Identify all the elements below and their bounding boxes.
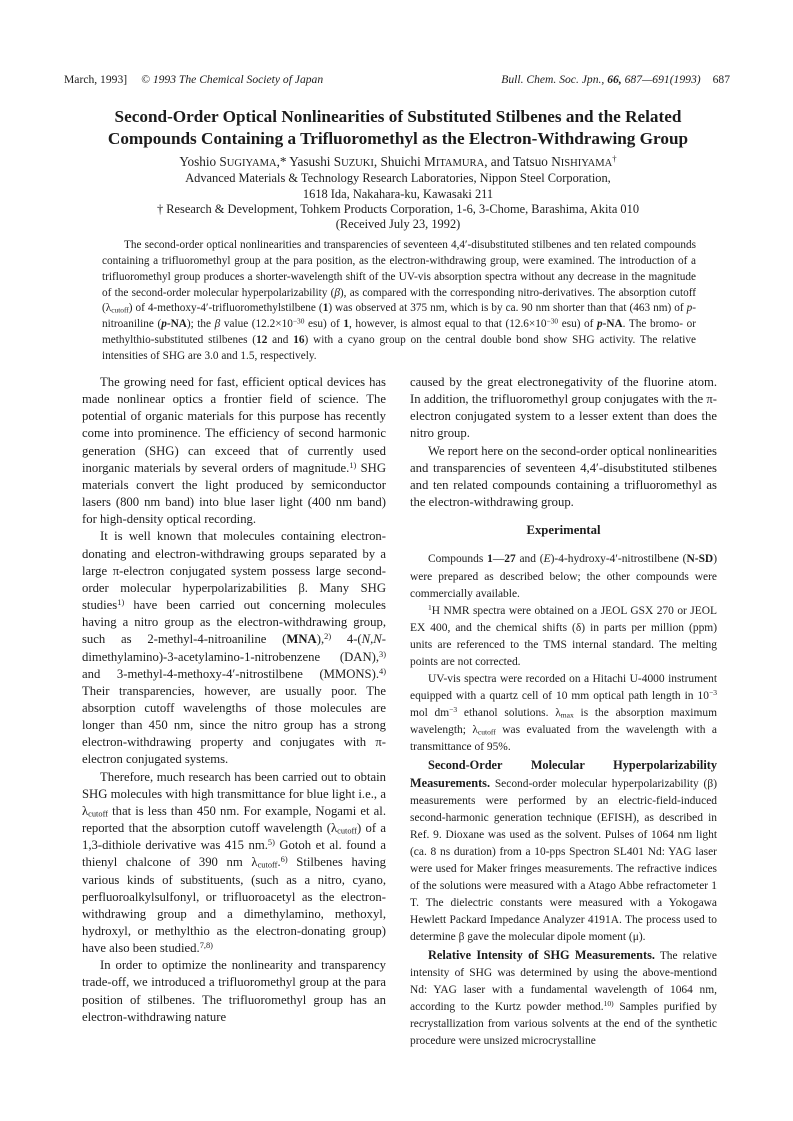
received-date: (Received July 23, 1992) [335, 217, 461, 231]
abstract-symbol: p [597, 318, 603, 331]
body-text: UV-vis spectra were recorded on a Hitachi U-4000 instrument equipped with a quartz cell of 10 mm optical path length in 10 [410, 673, 717, 703]
affiliation-line-1: Advanced Materials & Technology Research Laboratories, Nippon Steel Corporation, [185, 171, 611, 185]
body-text: Their transparencies, however, are usually poor. The absorption cutoff wavelengths of those molecules are longer than 450 nm, since the nitro group has a strong electron-withdrawing property and conjugates with π-electron conjugated systems. [82, 683, 386, 767]
body-column-right [410, 374, 717, 1050]
abstract-symbol: p [161, 318, 167, 331]
body-symbol: E [543, 553, 551, 566]
subscript: cutoff [477, 727, 496, 737]
body-paragraph [410, 671, 717, 756]
citation: 3) [379, 649, 386, 659]
compound-number: 16 [293, 334, 305, 347]
abstract-text: The second-order optical nonlinearities and transparencies of seventeen 4,4′-disubstituted stilbenes and ten related compounds containing a trifluoromethyl group at the para position, as the electron-withdrawing group, were examined. The introduction of a trifluoromethyl group produces a shorter-wavelength shift of the UV-vis absorption spectra without any decrease in the magnitude of the second-order molecular hyperpolarizability ( [102, 239, 696, 299]
body-column-left [82, 374, 386, 1026]
abstract-subscript: cutoff [111, 305, 129, 315]
run-in-heading: Relative Intensity of SHG Measurements. [428, 947, 655, 962]
dagger-mark: † [612, 153, 617, 164]
abstract-text: ) was observed at 375 nm, which is by ca. 90 nm shorter than that (463 nm) of [328, 302, 687, 315]
exponent: −30 [292, 316, 305, 326]
compound-number: 12 [256, 334, 268, 347]
compound-label: N-SD [686, 553, 714, 566]
body-paragraph: We report here on the second-order optical nonlinearities and transparencies of seventeen 4,4′-disubstituted stilbenes and ten related compounds containing a trifluoromethyl as the electron-withdrawing group. [410, 443, 717, 510]
abstract-text: . The bromo- or methylthio-substituted stilbenes ( [102, 318, 697, 347]
body-text: Stilbenes having various kinds of substituents, (such as a nitro, cyano, perfluoroalkylsulfonyl, or trifluoroacetyl as the electron-withdrawing group and a dimethylamino, methoxyl, hydroxyl, or methylthio as the electron-donating group) have also been studied. [82, 855, 386, 956]
author-separator: , and [484, 154, 513, 169]
body-text: -dimethylamino)-3-acetylamino-1-nitrobenzene (DAN), [82, 632, 387, 664]
abstract-symbol: β [214, 318, 221, 331]
author-3-first: Shuichi [380, 154, 425, 169]
abstract-text: ) with a cyano group on the central double bond show SHG activity. The relative intensities of SHG are 3.0 and 1.5, respectively. [102, 334, 696, 362]
author-3-initial: M [424, 154, 436, 169]
running-head-left [64, 73, 323, 87]
abstract-text: value (12.2×10 [220, 318, 293, 331]
body-paragraph [410, 551, 717, 602]
body-paragraph [410, 603, 717, 671]
body-paragraph [82, 528, 386, 768]
body-text: Second-order molecular hyperpolarizability (β) measurements were performed by an electric-field-induced second-harmonic generation technique (EFISH), as described in Ref. 9. Dioxane was used as the solvent. Pulses of 1064 nm light (ca. 8 ns duration) from a 10-pps Spectron SL401 Nd: YAG laser were used for Maker fringes measurements. The refractive indices of the solutions were measured with a Atago Abbe refractometer 1 T. The dielectric constants were measured with a Yokogawa Hewlett Packard Impedance Analyzer 4191A. The process used to determine β gave the molecular dipole moment (μ). [410, 777, 717, 944]
compound-label: MNA [286, 632, 317, 647]
body-text: Compounds [428, 553, 488, 566]
author-4-surname: ISHIYAMA [560, 158, 613, 169]
body-text: ), [316, 632, 325, 647]
exponent: −3 [708, 688, 717, 698]
citation: 5) [267, 838, 275, 848]
body-text: . [277, 855, 281, 870]
section-heading-experimental: Experimental [526, 523, 601, 538]
affiliation-line-2: 1618 Ida, Nakahara-ku, Kawasaki 211 [302, 187, 494, 201]
volume-number: 66, [607, 73, 622, 86]
abstract-text: ), as compared with the corresponding nitro-derivatives. The absorption cutoff (λ [102, 286, 696, 315]
abstract-symbol: p [686, 302, 693, 315]
author-2-first: Yasushi [289, 154, 334, 169]
body-text: ethanol solutions. λ [457, 707, 561, 720]
body-text: — [492, 553, 505, 566]
affiliation-line-3: † Research & Development, Tohkem Products Corporation, 1-6, 3-Chome, Barashima, Akita 010 [156, 202, 640, 216]
journal-name: Bull. Chem. Soc. Jpn., [501, 73, 605, 86]
citation: 6) [280, 855, 288, 865]
citation: 10) [603, 999, 614, 1009]
citation: 1) [117, 597, 125, 607]
compound-label: -NA [166, 318, 187, 331]
citation: 4) [379, 666, 386, 676]
body-text: It is well known that molecules containing electron-donating and electron-withdrawing groups separated by a large π-electron conjugated system possess large second-order molecular hyperpolarizabilities β. Many SHG studies [82, 529, 386, 613]
body-paragraph: caused by the great electronegativity of the fluorine atom. In addition, the trifluoromethyl group conjugates with the π-electron conjugated system to a lesser extent than does the nitro group. [410, 375, 717, 441]
body-text: Samples purified by recrystallization from various solvents at the end of the synthetic procedure were unsized microcrystalline [410, 1000, 717, 1048]
body-paragraph [82, 374, 386, 528]
author-separator: , [373, 154, 381, 169]
body-text: 4-( [331, 632, 362, 647]
author-1-initial: S [219, 154, 227, 169]
citation: 2) [324, 632, 332, 642]
abstract-text: -nitroaniline ( [102, 302, 696, 331]
author-4-initial: N [551, 154, 561, 169]
author-1-surname: UGIYAMA [226, 158, 277, 169]
abstract-text: and [267, 334, 294, 347]
subscript: cutoff [337, 826, 357, 836]
superscript: 1 [428, 602, 432, 612]
author-2-initial: S [333, 154, 342, 169]
exponent: −3 [449, 705, 458, 715]
body-text: mol dm [410, 707, 450, 720]
compound-number: 1 [322, 302, 329, 315]
body-text: Therefore, much research has been carried out to obtain SHG molecules with high transmittance for blue light i.e., a λ [82, 769, 386, 818]
copyright-notice: © 1993 The Chemical Society of Japan [141, 73, 324, 86]
body-paragraph [410, 947, 717, 1051]
body-text: Gotoh et al. found a thienyl chalcone of 390 nm λ [82, 838, 386, 870]
title-line-2: Compounds Containing a Trifluoromethyl as the Electron-Withdrawing Group [107, 129, 689, 148]
body-paragraph: In order to optimize the nonlinearity and transparency trade-off, we introduced a trifluoromethyl group at the para position of stilbenes. The trifluoromethyl group has an electron-withdrawing nature [82, 958, 386, 1024]
abstract-text: esu) of [558, 318, 598, 331]
body-text: was evaluated from the wavelength with a transmittance of 95%. [410, 724, 717, 754]
body-text: SHG materials convert the light produced by semiconductor lasers (800 nm band) into blue laser light (400 nm band) for high-density optical recording. [82, 460, 386, 527]
corresponding-mark: ,* [276, 154, 290, 169]
subscript: cutoff [257, 861, 278, 871]
citation: 7,8) [199, 940, 213, 950]
abstract-text: ) of 4-methoxy-4′-trifluoromethylstilbene ( [128, 302, 323, 315]
page-number: 687 [712, 73, 730, 86]
exponent: −30 [546, 316, 559, 326]
author-list [60, 154, 736, 172]
abstract-text: , however, is almost equal to that (12.6×10 [348, 318, 547, 331]
subscript: max [560, 710, 574, 720]
abstract-text: ); the [186, 318, 215, 331]
body-text: H NMR spectra were obtained on a JEOL GSX 270 or JEOL EX 400, and the chemical shifts (δ) in parts per million (ppm) units are referenced to the TMS internal standard. The melting points are not corrected. [410, 604, 717, 668]
body-text: and ( [515, 553, 544, 566]
abstract [102, 238, 696, 365]
compound-label: -NA [602, 318, 623, 331]
article-title [60, 106, 736, 150]
author-1-first: Yoshio [179, 154, 220, 169]
running-head-right [501, 73, 730, 87]
compound-number: 1 [343, 318, 349, 331]
body-text: )-4-hydroxy-4′-nitrostilbene ( [550, 553, 687, 566]
body-text: have been carried out concerning molecules having a nitro group as the electron-withdrawing group, such as 2-methyl-4-nitroaniline ( [82, 598, 386, 647]
body-text: The relative intensity of SHG was determined by using the above-mentiond Nd: YAG laser with a fundamental wavelength of 1064 nm, according to the Kurtz powder method. [410, 949, 717, 1013]
compound-number: 1 [487, 553, 493, 566]
body-paragraph [410, 757, 717, 947]
title-line-1: Second-Order Optical Nonlinearities of Substituted Stilbenes and the Related [114, 107, 682, 126]
citation: 1) [349, 460, 357, 470]
subscript: cutoff [88, 809, 109, 819]
author-3-surname: ITAMURA [435, 158, 485, 169]
body-text: that is less than 450 nm. For example, Nogami et al. reported that the absorption cutoff wavelength (λ [82, 803, 386, 836]
page-range: 687—691(1993) [624, 73, 701, 86]
abstract-symbol: β [334, 286, 340, 299]
author-4-first: Tatsuo [512, 154, 552, 169]
body-text: The growing need for fast, efficient optical devices has made nonlinear optics a frontier field of science. The potential of organic materials for this purpose has recently come into prominence. The efficiency of second harmonic generation (SHG) can exceed that of currently used inorganic materials by several orders of magnitude. [82, 375, 386, 475]
abstract-text: esu) of [304, 318, 344, 331]
body-text: ) of a 1,3-dithiole derivative was 415 nm. [82, 821, 386, 853]
run-in-heading: Second-Order Molecular Hyperpolarizability Measurements. [410, 757, 717, 790]
compound-number: 27 [504, 553, 516, 566]
body-text: is the absorption maximum wavelength; λ [410, 707, 717, 737]
issue-date: March, 1993] [64, 73, 128, 86]
body-symbol: N,N [361, 632, 382, 647]
body-text: and 3-methyl-4-methoxy-4′-nitrostilbene (MMONS). [82, 666, 380, 681]
body-paragraph [82, 769, 386, 958]
body-text: ) were prepared as described below; the other compounds were commercially available. [410, 553, 718, 600]
author-2-surname: UZUKI [341, 158, 374, 169]
